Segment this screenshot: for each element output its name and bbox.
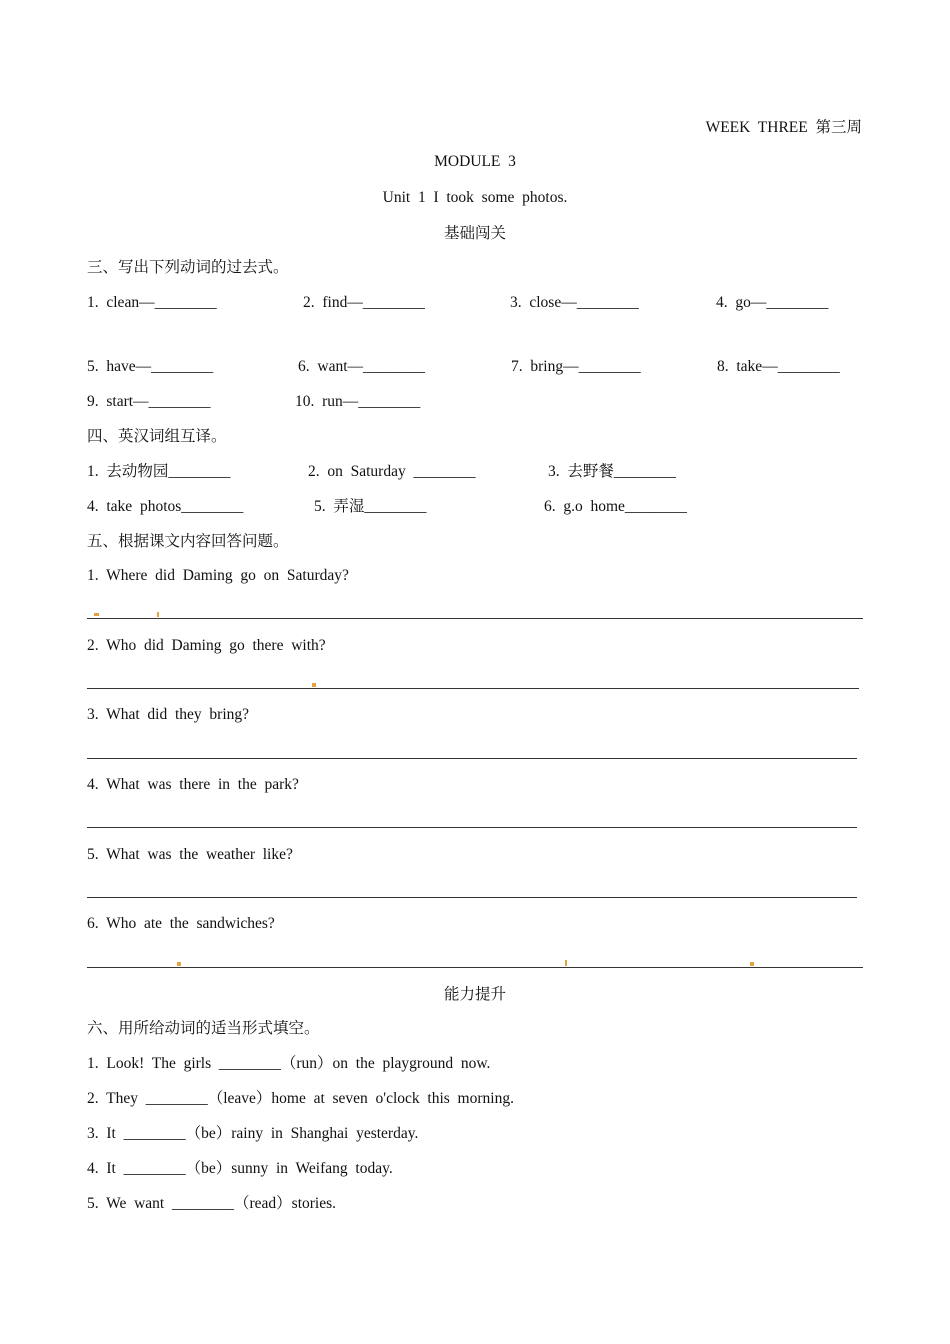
section5-title: 五、根据课文内容回答问题。: [87, 533, 289, 550]
mark: [177, 962, 181, 966]
basic-section-title: 基础闯关: [443, 225, 506, 242]
section4-item-5: 5. 弄湿________: [314, 498, 427, 515]
mark: [312, 683, 316, 687]
answer-line-2[interactable]: [87, 688, 859, 689]
section3-item-8: 8. take—________: [717, 358, 840, 375]
section6-item-1: 1. Look! The girls ________（run）on the playground now.: [87, 1055, 491, 1072]
answer-line-6[interactable]: [87, 967, 863, 968]
module-title: MODULE 3: [434, 153, 516, 170]
mark: [157, 612, 159, 617]
section3-item-3: 3. close—________: [510, 294, 639, 311]
section6-item-3: 3. It ________（be）rainy in Shanghai yesterday.: [87, 1125, 419, 1142]
section4-title: 四、英汉词组互译。: [87, 428, 227, 445]
section3-item-1: 1. clean—________: [87, 294, 217, 311]
question-2: 2. Who did Daming go there with?: [87, 637, 326, 654]
section3-item-9: 9. start—________: [87, 393, 211, 410]
section3-item-6: 6. want—________: [298, 358, 426, 375]
question-1: 1. Where did Daming go on Saturday?: [87, 567, 349, 584]
section4-item-4: 4. take photos________: [87, 498, 244, 515]
mark: [565, 960, 567, 966]
section3-item-10: 10. run—________: [295, 393, 421, 410]
week-label: WEEK THREE 第三周: [705, 119, 862, 136]
section4-item-3: 3. 去野餐________: [548, 463, 676, 480]
question-5: 5. What was the weather like?: [87, 846, 293, 863]
question-3: 3. What did they bring?: [87, 706, 250, 723]
section4-item-2: 2. on Saturday ________: [308, 463, 476, 480]
answer-line-3[interactable]: [87, 758, 857, 759]
section3-title: 三、写出下列动词的过去式。: [87, 259, 289, 276]
section6-item-5: 5. We want ________（read）stories.: [87, 1195, 337, 1212]
section3-item-5: 5. have—________: [87, 358, 214, 375]
advanced-section-title: 能力提升: [443, 986, 506, 1003]
section3-item-2: 2. find—________: [303, 294, 425, 311]
section4-item-1: 1. 去动物园________: [87, 463, 231, 480]
mark: [94, 613, 99, 616]
section6-item-2: 2. They ________（leave）home at seven o'clock this morning.: [87, 1090, 514, 1107]
question-4: 4. What was there in the park?: [87, 776, 299, 793]
question-6: 6. Who ate the sandwiches?: [87, 915, 275, 932]
section4-item-6: 6. g.o home________: [544, 498, 687, 515]
mark: [750, 962, 754, 966]
section3-item-7: 7. bring—________: [511, 358, 641, 375]
answer-line-1[interactable]: [87, 618, 863, 619]
section6-item-4: 4. It ________（be）sunny in Weifang today.: [87, 1160, 393, 1177]
answer-line-5[interactable]: [87, 897, 857, 898]
section3-item-4: 4. go—________: [716, 294, 829, 311]
unit-title: Unit 1 I took some photos.: [382, 189, 568, 206]
section6-title: 六、用所给动词的适当形式填空。: [87, 1020, 320, 1037]
answer-line-4[interactable]: [87, 827, 857, 828]
